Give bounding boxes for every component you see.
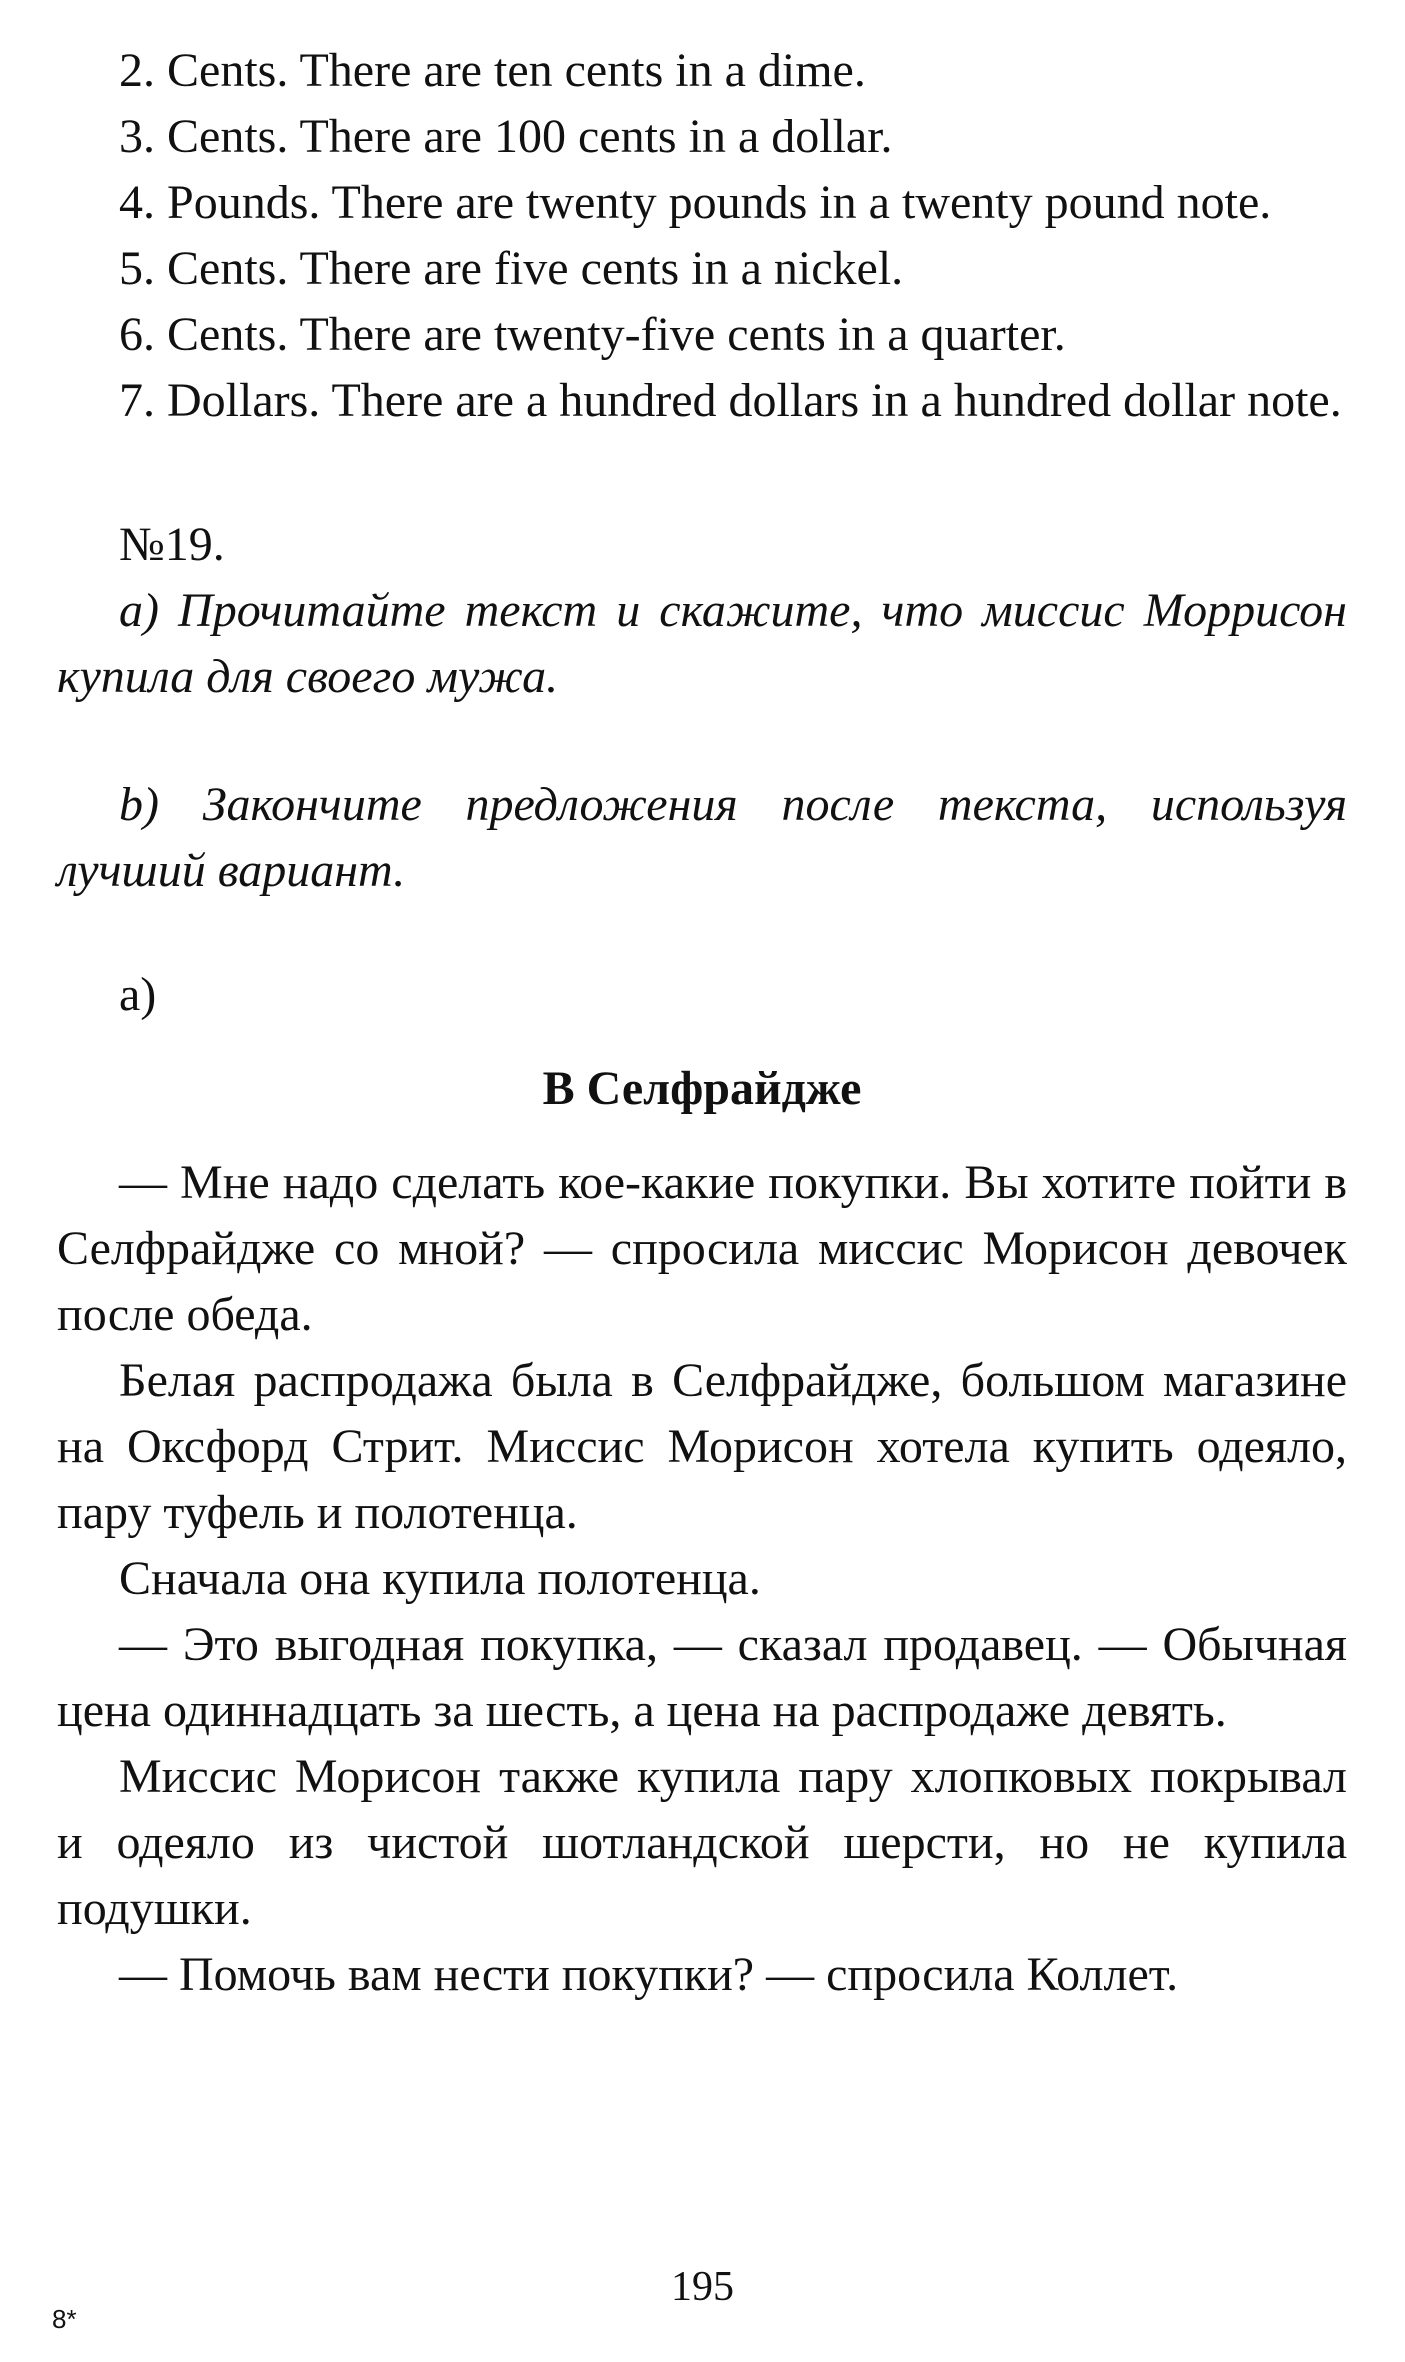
task-number: №19.	[119, 518, 225, 571]
answer-line-2: 2. Cents. There are ten cents in a dime.	[119, 44, 866, 97]
answer-line-3: 3. Cents. There are 100 cents in a dollar.	[119, 110, 893, 163]
story-paragraph: Миссис Морисон также купила пару хлопковых покрывал и одеяло из чистой шотландской шерсти, но не купила подушки.	[57, 1750, 1347, 1935]
story-title: В Селфрайдже	[542, 1062, 862, 1115]
story-paragraph: — Это выгодная покупка, — сказал продавец. — Обычная цена одиннадцать за шесть, а цена на распродаже девять.	[57, 1618, 1347, 1737]
answer-line-5: 5. Cents. There are five cents in a nickel.	[119, 242, 904, 295]
page-number: 195	[671, 2264, 734, 2310]
document-page	[57, 38, 1347, 2008]
task-instruction-a: a) Прочитайте текст и скажите, что миссис Моррисон купила для своего мужа.	[57, 584, 1347, 703]
task-instruction-b: b) Закончите предложения после текста, используя лучший вариант.	[57, 778, 1347, 897]
answer-line-6: 6. Cents. There are twenty-five cents in a quarter.	[119, 308, 1066, 361]
story-paragraph: Белая распродажа была в Селфрайдже, большом магазине на Оксфорд Стрит. Миссис Морисон хотела купить одеяло, пару туфель и полотенца.	[57, 1354, 1347, 1539]
story-paragraph: — Помочь вам нести покупки? — спросила Коллет.	[119, 1948, 1179, 2001]
answer-line-4: 4. Pounds. There are twenty pounds in a twenty pound note.	[119, 176, 1272, 229]
section-label: a)	[119, 968, 157, 1021]
story-paragraph: — Мне надо сделать кое-какие покупки. Вы хотите пойти в Селфрайдже со мной? — спросила миссис Морисон девочек после обеда.	[57, 1156, 1347, 1341]
printer-signature-mark: 8*	[52, 2304, 77, 2334]
story-paragraph: Сначала она купила полотенца.	[119, 1552, 761, 1605]
answer-line-7: 7. Dollars. There are a hundred dollars in a hundred dollar note.	[119, 374, 1342, 427]
